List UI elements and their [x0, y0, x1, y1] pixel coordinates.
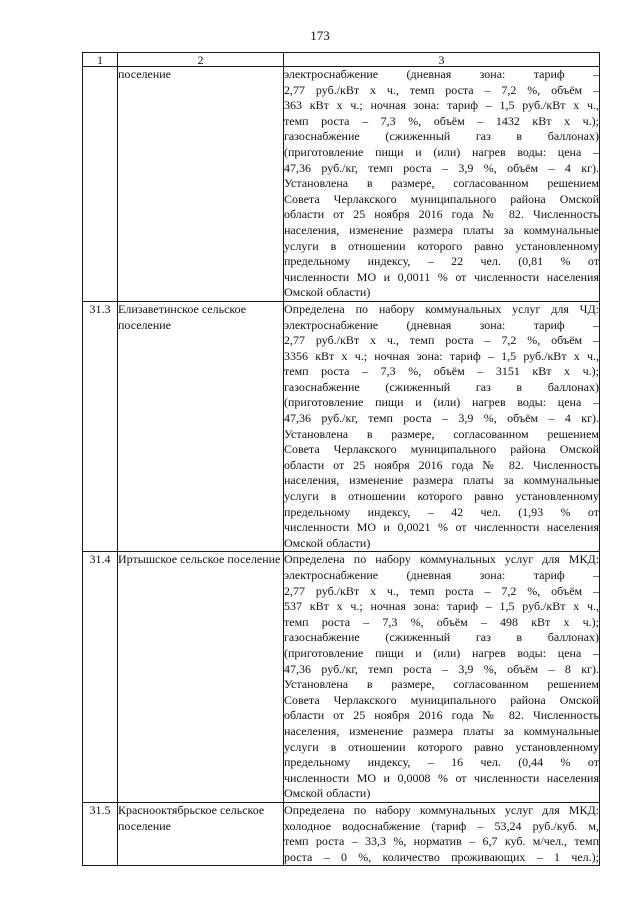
text-line: 3356 кВт х ч.; ночная зона: тариф – 1,5 руб./кВт х ч.,: [284, 348, 599, 363]
text-line: Установлена в размере, согласованном решением: [284, 176, 599, 191]
text-line: (приготовление пищи и (или) нагрев воды: цена –: [284, 395, 599, 410]
text-line: темп роста – 7,3 %, объём – 1432 кВт х ч.);: [284, 113, 599, 128]
text-line: предельному индексу, – 22 чел. (0,81 % от: [284, 254, 599, 269]
text-line: (приготовление пищи и (или) нагрев воды: цена –: [284, 645, 599, 660]
text-line: области от 25 ноября 2016 года № 82. Численность: [284, 457, 599, 472]
text-line: Определена по набору коммунальных услуг для МКД:: [284, 802, 599, 817]
settlement-name: Краснооктябрьское сельское поселение: [118, 802, 284, 865]
text-line: газоснабжение (сжиженный газ в баллонах): [284, 129, 599, 144]
column-header: 3: [284, 53, 600, 67]
text-line: Установлена в размере, согласованном решением: [284, 426, 599, 441]
text-line: 47,36 руб./кг, темп роста – 3,9 %, объём – 8 кг).: [284, 661, 599, 676]
text-line: холодное водоснабжение (тариф – 53,24 руб./куб. м,: [284, 818, 599, 833]
text-line: численности МО и 0,0021 % от численности населения: [284, 520, 599, 535]
text-line: Омской области): [284, 535, 371, 550]
row-number: 31.4: [83, 552, 118, 803]
text-line: населения, изменение размера платы за коммунальные: [284, 222, 599, 237]
text-line: роста – 0 %, количество проживающих – 1 чел.);: [284, 849, 599, 864]
text-line: услуги в отношении которого равно установленному: [284, 489, 599, 504]
text-line: Определена по набору коммунальных услуг для ЧД:: [284, 301, 599, 316]
column-header: 1: [83, 53, 118, 67]
text-line: электроснабжение (дневная зона: тариф –: [284, 67, 599, 81]
text-line: газоснабжение (сжиженный газ в баллонах): [284, 630, 599, 645]
text-line: темп роста – 7,3 %, объём – 3151 кВт х ч.);: [284, 364, 599, 379]
settlement-name: Елизаветинское сельское поселение: [118, 301, 284, 552]
text-line: Совета Черлакского муниципального района Омской: [284, 442, 599, 457]
text-line: Омской области): [284, 786, 371, 801]
row-number: [83, 67, 118, 302]
text-line: Определена по набору коммунальных услуг для МКД:: [284, 552, 599, 567]
text-line: населения, изменение размера платы за коммунальные: [284, 473, 599, 488]
text-line: Совета Черлакского муниципального района Омской: [284, 191, 599, 206]
text-line: газоснабжение (сжиженный газ в баллонах): [284, 379, 599, 394]
text-line: населения, изменение размера платы за коммунальные: [284, 723, 599, 738]
text-line: услуги в отношении которого равно установленному: [284, 739, 599, 754]
text-line: 537 кВт х ч.; ночная зона: тариф – 1,5 руб./кВт х ч.,: [284, 599, 599, 614]
settlement-name: Иртышское сельское поселение: [118, 552, 284, 803]
column-header: 2: [118, 53, 284, 67]
text-line: предельному индексу, – 42 чел. (1,93 % от: [284, 504, 599, 519]
tariff-description: [284, 552, 600, 803]
table-header-row: [83, 53, 600, 67]
row-number: 31.5: [83, 802, 118, 865]
tariff-table: [82, 52, 600, 866]
text-line: Омской области): [284, 285, 371, 300]
table-row: [83, 802, 600, 865]
text-line: 47,36 руб./кг, темп роста – 3,9 %, объём – 4 кг).: [284, 160, 599, 175]
text-line: темп роста – 7,3 %, объём – 498 кВт х ч.);: [284, 614, 599, 629]
text-line: численности МО и 0,0008 % от численности населения: [284, 770, 599, 785]
text-line: электроснабжение (дневная зона: тариф –: [284, 317, 599, 332]
text-line: 2,77 руб./кВт х ч., темп роста – 7,2 %, объём –: [284, 333, 599, 348]
text-line: Установлена в размере, согласованном решением: [284, 677, 599, 692]
table-row: [83, 67, 600, 302]
text-line: предельному индексу, – 16 чел. (0,44 % от: [284, 755, 599, 770]
text-line: численности МО и 0,0011 % от численности населения: [284, 269, 599, 284]
page-number: 173: [310, 28, 330, 43]
settlement-name: поселение: [118, 67, 284, 302]
tariff-description: [284, 802, 600, 865]
text-line: (приготовление пищи и (или) нагрев воды: цена –: [284, 144, 599, 159]
text-line: области от 25 ноября 2016 года № 82. Численность: [284, 708, 599, 723]
tariff-description: [284, 301, 600, 552]
text-line: темп роста – 33,3 %, норматив – 6,7 куб. м/чел., темп: [284, 834, 599, 849]
text-line: 2,77 руб./кВт х ч., темп роста – 7,2 %, объём –: [284, 583, 599, 598]
text-line: 47,36 руб./кг, темп роста – 3,9 %, объём – 4 кг).: [284, 411, 599, 426]
row-number: 31.3: [83, 301, 118, 552]
table-row: [83, 301, 600, 552]
text-line: 363 кВт х ч.; ночная зона: тариф – 1,5 руб./кВт х ч.,: [284, 98, 599, 113]
text-line: области от 25 ноября 2016 года № 82. Численность: [284, 207, 599, 222]
table-row: [83, 552, 600, 803]
text-line: услуги в отношении которого равно установленному: [284, 238, 599, 253]
text-line: Совета Черлакского муниципального района Омской: [284, 692, 599, 707]
text-line: электроснабжение (дневная зона: тариф –: [284, 568, 599, 582]
tariff-description: [284, 67, 600, 302]
text-line: 2,77 руб./кВт х ч., темп роста – 7,2 %, объём –: [284, 82, 599, 97]
